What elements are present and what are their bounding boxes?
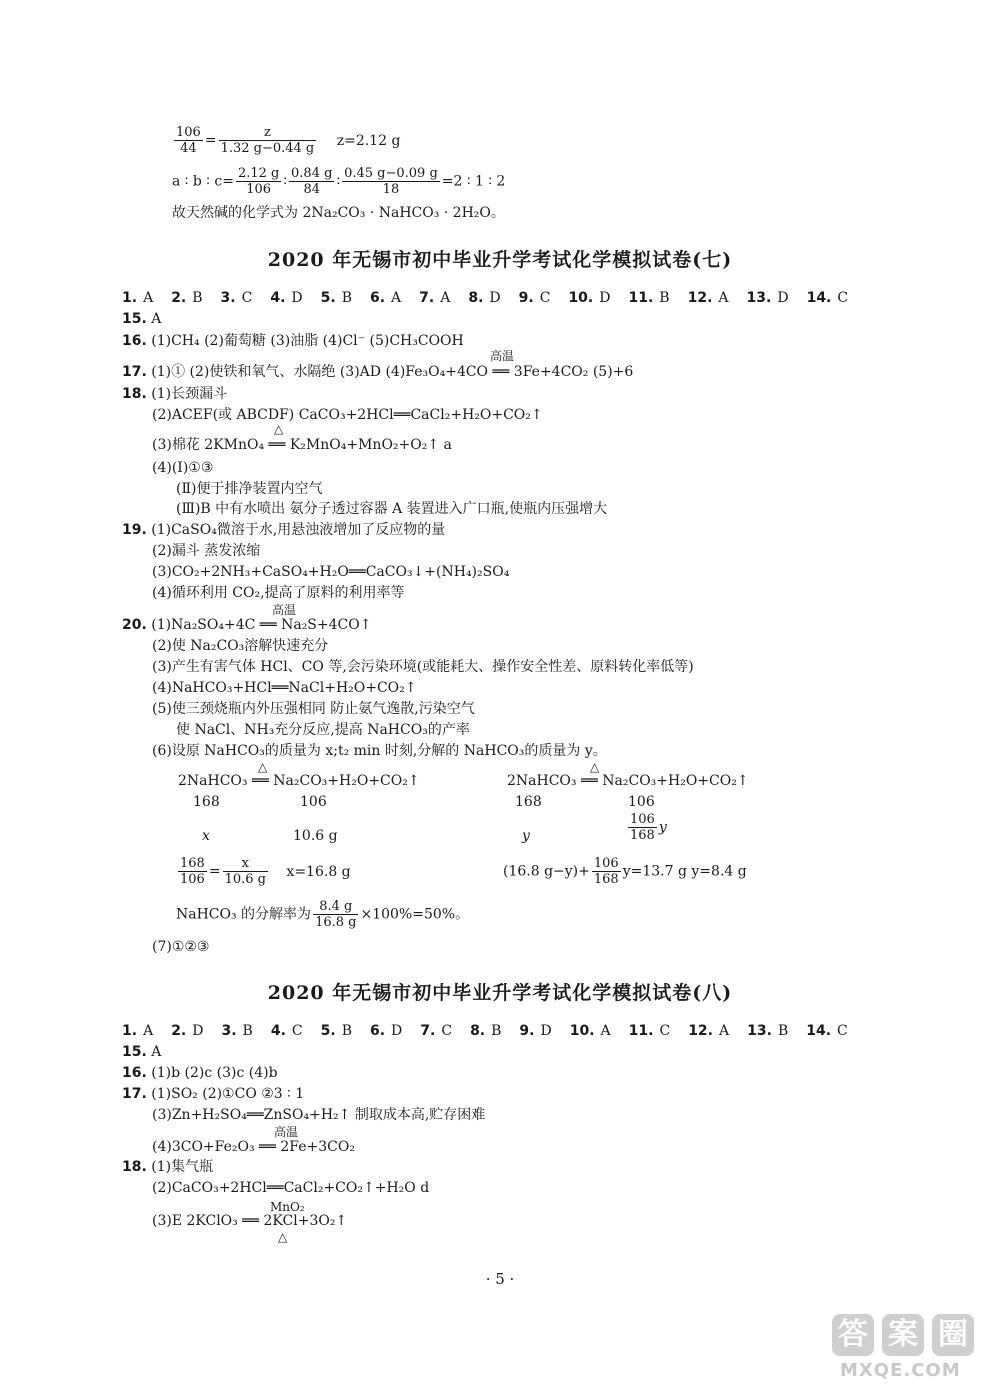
- q20-6-7: (6)设原 NaHCO₃的质量为 x;t₂ min 时刻,分解的 NaHCO₃的质量为 y。: [152, 743, 607, 759]
- answer-item: 14. C: [806, 290, 849, 306]
- answer-item: 5. B: [320, 290, 352, 306]
- answer-item: 11. C: [628, 1023, 671, 1039]
- answer-item: 11. B: [628, 290, 670, 306]
- condition-label: 高温: [272, 603, 297, 617]
- answer-item: 12. A: [688, 1023, 730, 1039]
- q17-3-8: (3)Zn+H₂SO₄══ZnSO₄+H₂↑ 制取成本高,贮存困难: [152, 1107, 486, 1123]
- q15-7: 15. A: [122, 311, 162, 327]
- answer-item: 10. A: [569, 1023, 611, 1039]
- answer-item: 3. B: [221, 1023, 253, 1039]
- condition-label: △: [590, 760, 600, 774]
- answer-item: 6. A: [369, 290, 402, 306]
- solve-left: $\frac{168}{106}$ = $\frac{x}{10.6 g}$ x=16.8 g: [180, 856, 351, 887]
- answer-item: 8. B: [470, 1023, 502, 1039]
- answer-item: 12. A: [687, 290, 729, 306]
- answers-row-7: [122, 289, 866, 307]
- page-number: · 5 ·: [485, 1270, 515, 1288]
- q18-3-7: (3)棉花 2KMnO₄ ══ K₂MnO₄+MnO₂+O₂↑ a: [152, 437, 452, 453]
- fraction: $\frac{106}{44}$: [176, 125, 201, 156]
- mass-right-2: 106: [628, 794, 655, 810]
- q17-4-8: (4)3CO+Fe₂O₃ ══ 2Fe+3CO₂: [152, 1139, 355, 1155]
- q19-3-7: (3)CO₂+2NH₃+CaSO₄+H₂O══CaCO₃↓+(NH₄)₂SO₄: [152, 564, 510, 580]
- answer-item: 2. B: [171, 290, 203, 306]
- q16-7: 16. (1)CH₄ (2)葡萄糖 (3)油脂 (4)Cl⁻ (5)CH₃COOH: [122, 333, 464, 349]
- var-left-2: 10.6 g: [293, 828, 338, 844]
- answer-item: 13. B: [747, 1023, 789, 1039]
- watermark-char: 圈: [932, 1314, 974, 1356]
- q18-4a-7: (4)(Ⅰ)①③: [152, 460, 214, 476]
- answer-item: 4. D: [270, 290, 303, 306]
- answer-item: 7. A: [419, 290, 451, 306]
- answer-item: 9. D: [519, 1023, 552, 1039]
- q19-2-7: (2)漏斗 蒸发浓缩: [152, 543, 261, 559]
- fraction: $\frac{z}{1.32 g-0.44 g}$: [220, 125, 315, 156]
- condition-label: △: [258, 760, 268, 774]
- condition-label: 高温: [490, 349, 515, 363]
- conclusion: 故天然碱的化学式为 2Na₂CO₃ · NaHCO₃ · 2H₂O。: [172, 205, 505, 221]
- q18-2-7: (2)ACEF(或 ABCDF) CaCO₃+2HCl══CaCl₂+H₂O+CO₂↑: [152, 407, 543, 423]
- q16-8: 16. (1)b (2)c (3)c (4)b: [122, 1065, 278, 1081]
- watermark-logo: [812, 1314, 988, 1384]
- var-right-2: $\frac{106}{168}$ y: [630, 812, 667, 843]
- decomposition-rate: NaHCO₃ 的分解率为 $\frac{8.4 g}{16.8 g}$ ×100%=50%。: [176, 899, 470, 930]
- answer-item: 4. C: [270, 1023, 303, 1039]
- equation-right: 2NaHCO₃ ══ Na₂CO₃+H₂O+CO₂↑: [507, 773, 749, 789]
- section-title-7: 2020 年无锡市初中毕业升学考试化学模拟试卷(七): [267, 249, 733, 271]
- q17-7: 17. (1)① (2)使铁和氧气、水隔绝 (3)AD (4)Fe₃O₄+4CO ══ 3Fe+4CO₂ (5)+6: [122, 364, 634, 380]
- answer-item: 1. A: [122, 1023, 154, 1039]
- var-left-1: x: [202, 828, 210, 844]
- q18-1-7: 18. (1)长颈漏斗: [122, 386, 228, 402]
- q18-4b-7: (Ⅱ)便于排净装置内空气: [176, 481, 323, 497]
- watermark-char: 案: [882, 1314, 924, 1356]
- var-right-1: y: [522, 828, 530, 844]
- q20-4-7: (4)NaHCO₃+HCl══NaCl+H₂O+CO₂↑: [152, 680, 417, 696]
- mass-left-2: 106: [300, 794, 327, 810]
- answer-item: 13. D: [746, 290, 789, 306]
- watermark-url: MXQE.COM: [840, 1360, 961, 1381]
- condition-label: △: [274, 422, 284, 436]
- q20-7-7: (7)①②③: [152, 939, 210, 955]
- equation-left: 2NaHCO₃ ══ Na₂CO₃+H₂O+CO₂↑: [178, 773, 420, 789]
- q18-3-8: (3)E 2KClO₃ ══ 2KCl+3O₂↑: [152, 1213, 348, 1229]
- answer-item: 3. C: [220, 290, 253, 306]
- condition-label: △: [278, 1230, 288, 1244]
- calc-line-2: a ∶ b ∶ c= $\frac{2.12 g}{106}$ ∶ $\frac{0.84 g}{84}$ ∶ $\frac{0.45 g-0.09 g}{18}$ =2 ∶ 1 ∶ 2: [172, 166, 506, 197]
- answer-item: 2. D: [171, 1023, 204, 1039]
- condition-label: MnO₂: [270, 1200, 305, 1214]
- section-title-8: 2020 年无锡市初中毕业升学考试化学模拟试卷(八): [267, 982, 733, 1004]
- q20-1-7: 20. (1)Na₂SO₄+4C ══ Na₂S+4CO↑: [122, 617, 372, 633]
- q20-2-7: (2)使 Na₂CO₃溶解快速充分: [152, 638, 329, 654]
- q18-4c-7: (Ⅲ)B 中有水喷出 氨分子透过容器 A 装置进入广口瓶,使瓶内压强增大: [176, 501, 608, 517]
- q20-3-7: (3)产生有害气体 HCl、CO 等,会污染环境(或能耗大、操作安全性差、原料转化率低等): [152, 659, 694, 675]
- solve-right: (16.8 g−y)+ $\frac{106}{168}$ y=13.7 g y=8.4 g: [503, 856, 747, 887]
- answer-item: 8. D: [468, 290, 501, 306]
- answer-item: 1. A: [122, 290, 154, 306]
- q19-4-7: (4)循环利用 CO₂,提高了原料的利用率等: [152, 585, 405, 601]
- condition-label: 高温: [274, 1125, 299, 1139]
- answer-item: 7. C: [420, 1023, 453, 1039]
- q19-1-7: 19. (1)CaSO₄微溶于水,用悬浊液增加了反应物的量: [122, 522, 446, 538]
- q20-5a-7: (5)使三颈烧瓶内外压强相同 防止氨气逸散,污染空气: [152, 701, 475, 717]
- q20-5b-7: 使 NaCl、NH₃充分反应,提高 NaHCO₃的产率: [176, 722, 470, 738]
- q15-8: 15. A: [122, 1044, 162, 1060]
- answer-item: 6. D: [369, 1023, 403, 1039]
- q17-1-8: 17. (1)SO₂ (2)①CO ②3 ∶ 1: [122, 1086, 305, 1102]
- mass-right-1: 168: [515, 794, 542, 810]
- calc-line-1: $\frac{106}{44}$ = $\frac{z}{1.32 g-0.44 g}$ z=2.12 g: [176, 125, 401, 156]
- answer-item: 9. C: [518, 290, 551, 306]
- q18-2-8: (2)CaCO₃+2HCl══CaCl₂+CO₂↑+H₂O d: [152, 1180, 430, 1196]
- answer-item: 14. C: [806, 1023, 848, 1039]
- answer-item: 10. D: [568, 290, 611, 306]
- answer-item: 5. B: [320, 1023, 352, 1039]
- watermark-char: 答: [832, 1314, 874, 1356]
- answers-row-8: [122, 1022, 866, 1040]
- q18-1-8: 18. (1)集气瓶: [122, 1159, 214, 1175]
- mass-left-1: 168: [193, 794, 220, 810]
